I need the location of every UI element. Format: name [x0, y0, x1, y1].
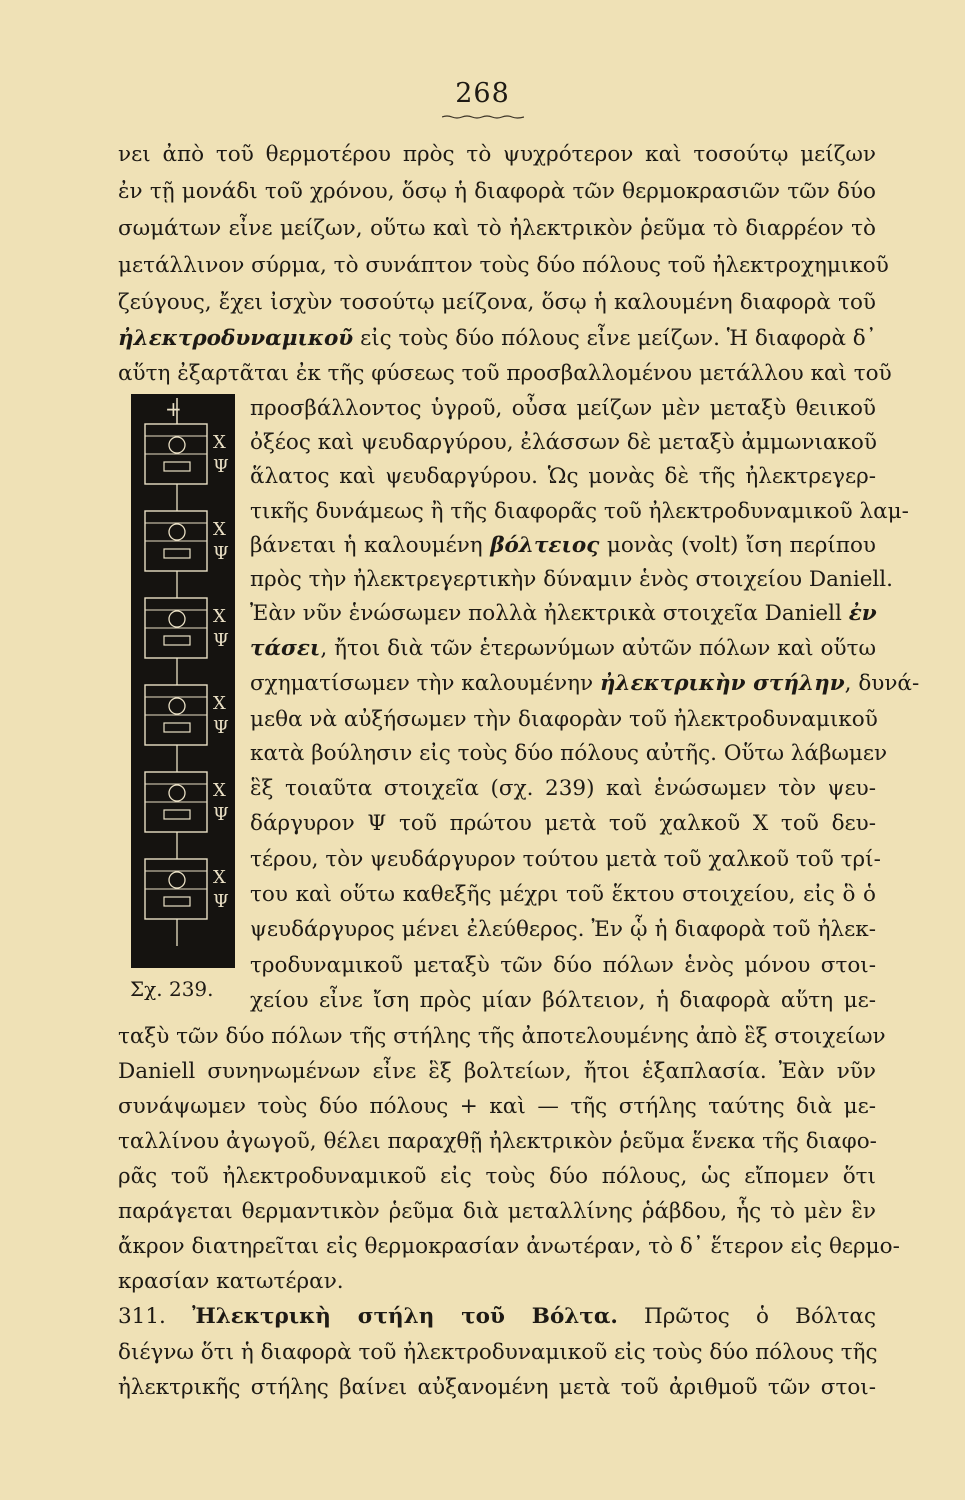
text-line: ψευδάργυρος μένει ἐλεύθερος. Ἐν ᾧ ἡ διαφορὰ τοῦ ἠλεκ-	[250, 917, 876, 942]
text-line: ἓξ τοιαῦτα στοιχεῖα (σχ. 239) καὶ ἑνώσωμεν τὸν ψευ-	[250, 776, 876, 801]
bold-term: τάσει	[250, 636, 321, 661]
text-line: ἐν τῇ μονάδι τοῦ χρόνου, ὅσῳ ἡ διαφορὰ τῶν θερμοκρασιῶν τῶν δύο	[118, 179, 876, 204]
zinc-label: Ψ	[213, 543, 229, 564]
text-line: προσβάλλοντος ὑγροῦ, οὖσα μείζων μὲν μεταξὺ θειικοῦ	[250, 396, 876, 421]
bold-term: ἐν	[848, 601, 877, 626]
text-line: συνάψωμεν τοὺς δύο πόλους + καὶ — τῆς στήλης ταύτης διὰ με-	[118, 1094, 876, 1119]
text-line: ρᾶς τοῦ ἠλεκτροδυναμικοῦ εἰς τοὺς δύο πόλους, ὡς εἴπομεν ὅτι	[118, 1164, 876, 1189]
text-line: πρὸς τὴν ἠλεκτρεγερτικὴν δύναμιν ἑνὸς στοιχείου Daniell.	[250, 567, 894, 592]
text-line: ἄκρον διατηρεῖται εἰς θερμοκρασίαν ἀνωτέραν, τὸ δ᾽ ἕτερον εἰς θερμο-	[118, 1234, 900, 1259]
voltaic-pile-diagram	[131, 394, 235, 968]
text-line: τικῆς δυνάμεως ἢ τῆς διαφορᾶς τοῦ ἠλεκτροδυναμικοῦ λαμ-	[250, 499, 909, 524]
zinc-electrode	[164, 897, 190, 906]
copper-electrode	[169, 437, 185, 453]
page-number: 268	[455, 78, 510, 109]
zinc-electrode	[164, 723, 190, 732]
copper-label: Χ	[213, 519, 226, 540]
text-line: διέγνω ὅτι ἡ διαφορὰ τοῦ ἠλεκτροδυναμικοῦ εἰς τοὺς δύο πόλους τῆς	[118, 1340, 878, 1365]
section-title: Ἠλεκτρικὴ στήλη τοῦ Βόλτα.	[192, 1304, 618, 1329]
text-line: ἠλεκτροδυναμικοῦ εἰς τοὺς δύο πόλους εἶνε μείζων. Ἡ διαφορὰ δ᾽	[118, 326, 877, 351]
zinc-label: Ψ	[213, 804, 229, 825]
figure-239-voltaic-pile	[131, 394, 235, 968]
copper-electrode	[169, 785, 185, 801]
copper-label: Χ	[213, 432, 226, 453]
text-line: ταλλίνου ἀγωγοῦ, θέλει παραχθῇ ἠλεκτρικὸν ῥεῦμα ἕνεκα τῆς διαφο-	[118, 1129, 877, 1154]
text-line: βάνεται ἡ καλουμένη βόλτειος μονὰς (volt) ἴση περίπου	[250, 533, 876, 558]
figure-caption: Σχ. 239.	[130, 977, 214, 1001]
copper-electrode	[169, 524, 185, 540]
text-line: ταξὺ τῶν δύο πόλων τῆς στήλης τῆς ἀποτελουμένης ἀπὸ ἓξ στοιχείων	[118, 1024, 886, 1049]
section-heading-line: 311. Ἠλεκτρικὴ στήλη τοῦ Βόλτα. Πρῶτος ὁ Βόλτας	[118, 1304, 876, 1329]
text-line: τάσει, ἤτοι διὰ τῶν ἑτερωνύμων αὐτῶν πόλων καὶ οὕτω	[250, 636, 876, 661]
text-line: κατὰ βούλησιν εἰς τοὺς δύο πόλους αὐτῆς. Οὕτω λάβωμεν	[250, 741, 888, 766]
text-line: ζεύγους, ἔχει ἰσχὺν τοσούτῳ μείζονα, ὅσῳ ἡ καλουμένη διαφορὰ τοῦ	[118, 290, 876, 315]
text-line: παράγεται θερμαντικὸν ῥεῦμα διὰ μεταλλίνης ῥάβδου, ἧς τὸ μὲν ἓν	[118, 1199, 876, 1224]
text-line: σωμάτων εἶνε μείζων, οὕτω καὶ τὸ ἠλεκτρικὸν ῥεῦμα τὸ διαρρέον τὸ	[118, 216, 876, 241]
zinc-electrode	[164, 549, 190, 558]
bold-term: ἠλεκτρικὴν στήλην	[599, 671, 845, 696]
text-line: κρασίαν κατωτέραν.	[118, 1269, 344, 1294]
zinc-electrode	[164, 636, 190, 645]
copper-label: Χ	[213, 693, 226, 714]
positive-pole-sign: +	[165, 397, 182, 421]
copper-label: Χ	[213, 780, 226, 801]
text-line: δάργυρον Ψ τοῦ πρώτου μετὰ τοῦ χαλκοῦ Χ τοῦ δευ-	[250, 811, 876, 836]
zinc-label: Ψ	[213, 630, 229, 651]
text-line: σχηματίσωμεν τὴν καλουμένην ἠλεκτρικὴν στήλην, δυνά-	[250, 671, 920, 696]
text-line: μεθα νὰ αὐξήσωμεν τὴν διαφορὰν τοῦ ἠλεκτροδυναμικοῦ	[250, 707, 878, 732]
bold-term: ἠλεκτροδυναμικοῦ	[118, 326, 354, 351]
zinc-label: Ψ	[213, 891, 229, 912]
text-line: νει ἀπὸ τοῦ θερμοτέρου πρὸς τὸ ψυχρότερον καὶ τοσούτῳ μείζων	[118, 142, 876, 167]
zinc-electrode	[164, 810, 190, 819]
zinc-label: Ψ	[213, 717, 229, 738]
text-line: Ἐὰν νῦν ἑνώσωμεν πολλὰ ἠλεκτρικὰ στοιχεῖα Daniell ἐν	[250, 601, 877, 626]
text-line: μετάλλινον σύρμα, τὸ συνάπτον τοὺς δύο πόλους τοῦ ἠλεκτροχημικοῦ	[118, 253, 889, 278]
copper-electrode	[169, 872, 185, 888]
zinc-electrode	[164, 462, 190, 471]
copper-electrode	[169, 611, 185, 627]
page-number-rule	[442, 115, 524, 119]
text-line: του καὶ οὕτω καθεξῆς μέχρι τοῦ ἕκτου στοιχείου, εἰς ὃ ὁ	[250, 882, 876, 907]
text-line: τέρου, τὸν ψευδάργυρον τούτου μετὰ τοῦ χαλκοῦ τοῦ τρί-	[250, 847, 881, 872]
text-line: Daniell συνηνωμένων εἶνε ἓξ βολτείων, ἤτοι ἑξαπλασία. Ἐὰν νῦν	[118, 1059, 876, 1084]
text-line: χείου εἶνε ἴση πρὸς μίαν βόλτειον, ἡ διαφορὰ αὕτη με-	[250, 988, 876, 1013]
copper-label: Χ	[213, 606, 226, 627]
copper-electrode	[169, 698, 185, 714]
zinc-label: Ψ	[213, 456, 229, 477]
text-line: ἅλατος καὶ ψευδαργύρου. Ὡς μονὰς δὲ τῆς ἠλεκτρεγερ-	[250, 464, 876, 489]
bold-term: βόλτειος	[490, 533, 600, 558]
copper-label: Χ	[213, 867, 226, 888]
text-line: τροδυναμικοῦ μεταξὺ τῶν δύο πόλων ἑνὸς μόνου στοι-	[250, 953, 876, 978]
text-line: ἠλεκτρικῆς στήλης βαίνει αὐξανομένη μετὰ τοῦ ἀριθμοῦ τῶν στοι-	[118, 1375, 876, 1400]
section-number: 311.	[118, 1304, 166, 1329]
text-line: αὕτη ἐξαρτᾶται ἐκ τῆς φύσεως τοῦ προσβαλλομένου μετάλλου καὶ τοῦ	[118, 361, 892, 386]
text-line: ὀξέος καὶ ψευδαργύρου, ἐλάσσων δὲ μεταξὺ ἀμμωνιακοῦ	[250, 430, 877, 455]
